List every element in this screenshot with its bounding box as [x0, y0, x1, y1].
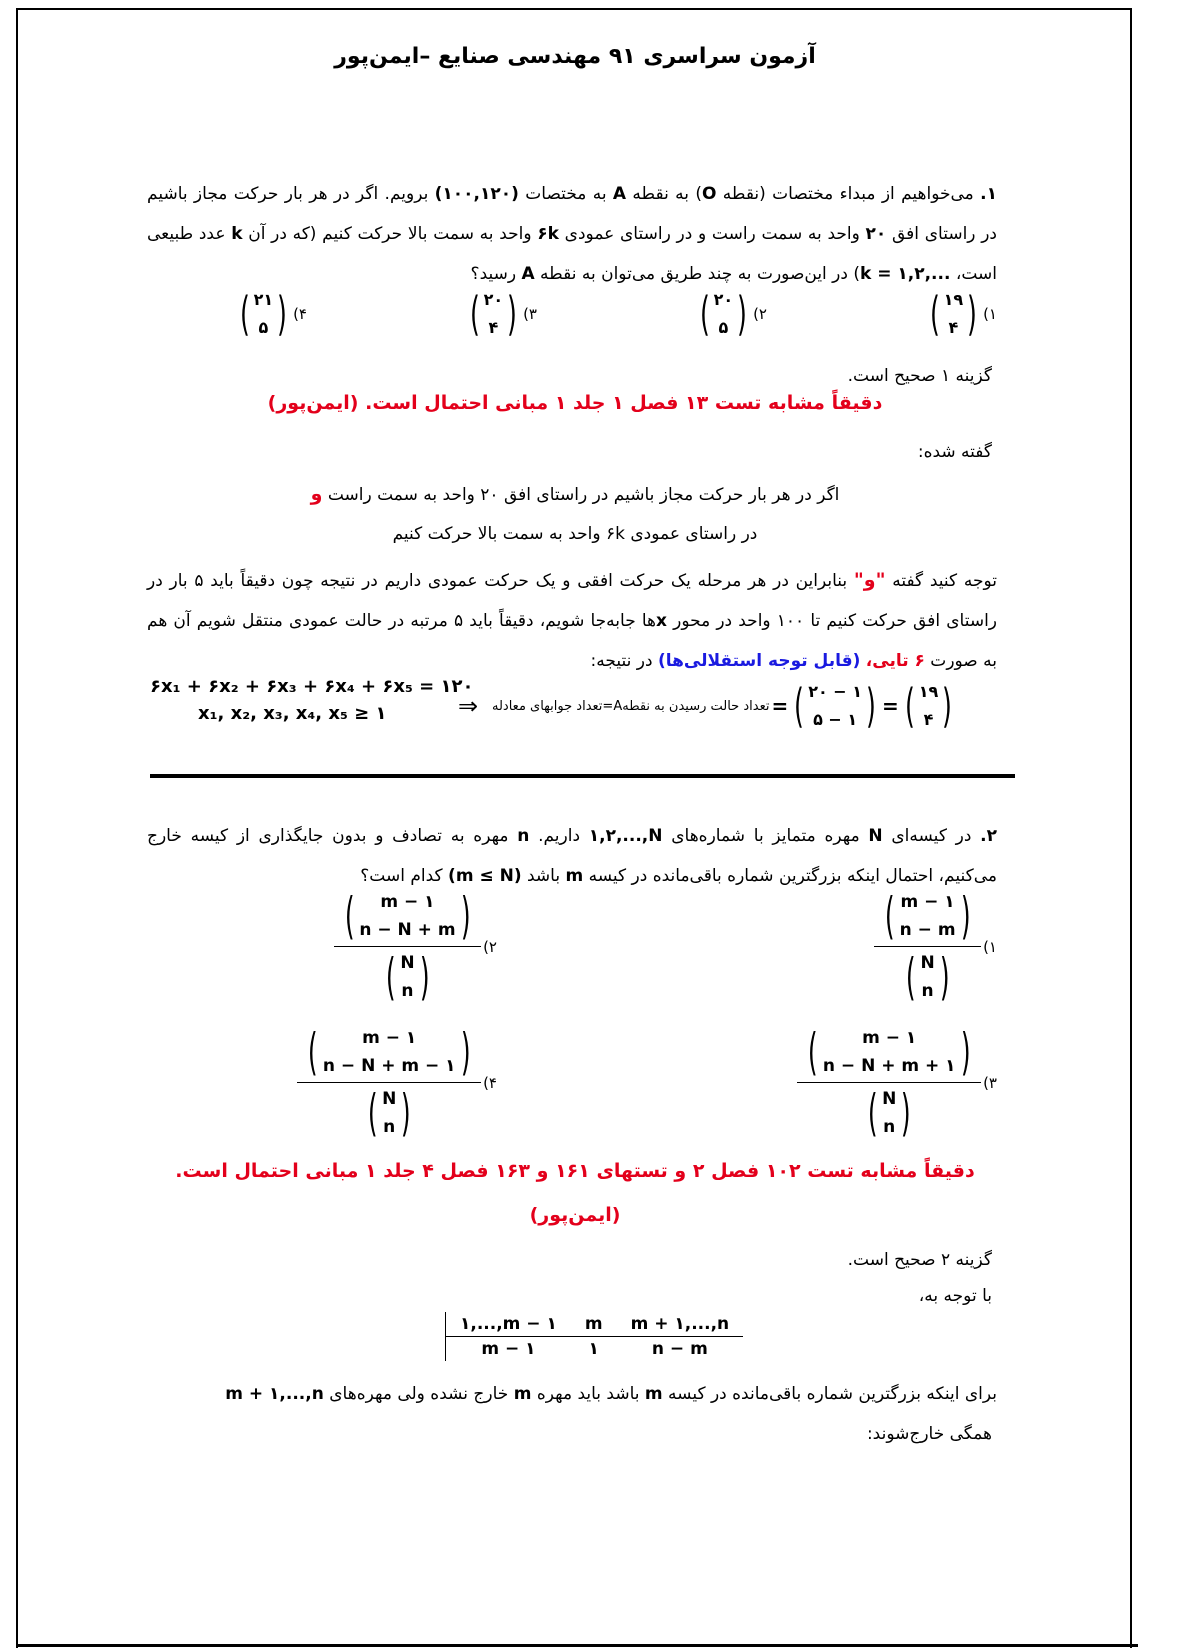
- option-label: (۲: [483, 937, 497, 956]
- q2-reference-line1: دقیقاً مشابه تست ۱۰۲ فصل ۲ و تستهای ۱۶۱ و ۱۶۳ فصل ۴ جلد ۱ مبانی احتمال است.: [175, 1160, 975, 1182]
- q2-option-1[interactable]: [874, 888, 997, 1005]
- option-label: (۱: [983, 937, 997, 956]
- den-top: N: [400, 953, 415, 973]
- binom-bottom: ۴: [948, 318, 959, 337]
- q1-note: توجه کنید گفته "و" بنابراین در هر مرحله یک حرکت افقی و یک حرکت عمودی داریم در نتیجه چون دقیقاً باید ۵ بار در راستای افق حرکت کنیم تا ۱۰۰ واحد در محور xها جابه‌جا شویم، دقیقاً باید ۵ مرتبه در حالت عمودی منتقل شویم آن هم به صورت ۶ تایی، (قابل توجه استقلالی‌ها) در نتیجه:: [147, 569, 998, 671]
- table-cell: n − m: [651, 1339, 708, 1359]
- q1-option-3[interactable]: [466, 286, 537, 342]
- table-cell: ۱,...,m − ۱: [460, 1314, 557, 1334]
- table-cell: ۱: [588, 1339, 599, 1359]
- option-label: (۴: [293, 305, 307, 323]
- q1-quote-line1: اگر در هر بار حرکت مجاز باشیم در راستای افق ۲۰ واحد به سمت راست و: [310, 483, 840, 505]
- num-bottom: n − m: [899, 920, 956, 940]
- q2-reference-line2: (ایمن‌پور): [529, 1204, 621, 1226]
- q1-count-result: تعداد حالت رسیدن به نقطهA=تعداد جوابهای معادله = ( ۲۰ − ۱ ۵ − ۱ ) = ( ۱۹ ۴ ): [492, 678, 956, 734]
- equation-line1: ۶x₁ + ۶x₂ + ۶x₃ + ۶x₄ + ۶x₅ = ۱۲۰: [150, 676, 474, 697]
- q2-option-4[interactable]: [297, 1024, 497, 1141]
- option-label: (۱: [983, 305, 997, 323]
- binom-top: ۲۰: [483, 290, 504, 309]
- q1-equation: [150, 676, 473, 724]
- fraction: ( m − ۱ n − N + m + ۱ ) ( N n ): [797, 1024, 981, 1141]
- den-top: N: [882, 1089, 897, 1109]
- q1-option-4[interactable]: [236, 286, 307, 342]
- binom-c1: ( ۲۰ − ۱ ۵ − ۱ ): [794, 679, 876, 733]
- binom: ( ۱۹ ۴ ): [929, 287, 978, 341]
- binom-c2: ( ۱۹ ۴ ): [904, 679, 953, 733]
- binom: ( ۲۰ ۵ ): [699, 287, 748, 341]
- den-bottom: n: [383, 1117, 396, 1137]
- binom-bottom: ۵: [718, 318, 729, 337]
- q1-option-1[interactable]: [926, 286, 997, 342]
- binom-top: ۲۰: [713, 290, 734, 309]
- fraction: ( m − ۱ n − m ) ( N n ): [874, 888, 981, 1005]
- q2-text: ۲. در کیسه‌ای N مهره متمایز با شماره‌های ۱,۲,...,N داریم. n مهره به تصادف و بدون جایگذاری از کیسه خارج می‌کنیم، احتمال اینکه بزرگترین شماره باقی‌مانده در کیسه m باشد (m ≤ N) کدام است؟: [147, 826, 997, 886]
- option-label: (۴: [483, 1073, 497, 1092]
- den-top: N: [382, 1089, 397, 1109]
- q2-explanation-end: همگی خارج‌شوند:: [866, 1424, 992, 1444]
- q1-text: ۱. می‌خواهیم از مبداء مختصات (نقطه O) به نقطه A به مختصات (۱۰۰,۱۲۰) برویم. اگر در هر بار حرکت مجاز باشیم در راستای افق ۲۰ واحد به سمت راست و در راستای عمودی ۶k واحد به سمت بالا حرکت کنیم (که در آن k عدد طبیعی است، k = ۱,۲,...) در این‌صورت به چند طریق می‌توان به نقطه A رسید؟: [147, 184, 997, 284]
- q2-option-2[interactable]: [334, 888, 497, 1005]
- num-top: m − ۱: [862, 1028, 917, 1048]
- implies-arrow: ⇒: [458, 692, 479, 720]
- q1-reference: دقیقاً مشابه تست ۱۳ فصل ۱ جلد ۱ مبانی احتمال است. (ایمن‌پور): [267, 392, 883, 414]
- binom-bottom: ۵: [258, 318, 269, 337]
- den-bottom: n: [883, 1117, 896, 1137]
- bottom-rule: [16, 1644, 1138, 1647]
- binom-bottom: ۴: [488, 318, 499, 337]
- option-label: (۲: [753, 305, 767, 323]
- q1-answer: گزینه ۱ صحیح است.: [847, 366, 992, 386]
- num-bottom: n − N + m: [359, 920, 456, 940]
- q1-option-2[interactable]: [696, 286, 767, 342]
- option-label: (۳: [983, 1073, 997, 1092]
- fraction: ( m − ۱ n − N + m ) ( N n ): [334, 888, 481, 1005]
- binom: ( ۲۱ ۵ ): [239, 287, 288, 341]
- table-cell: m: [584, 1314, 603, 1334]
- binom-top: ۱۹: [943, 290, 964, 309]
- table-cell: m − ۱: [481, 1339, 536, 1359]
- q2-given-label: با توجه به،: [918, 1286, 992, 1306]
- q2-option-3[interactable]: [797, 1024, 997, 1141]
- q2-answer: گزینه ۲ صحیح است.: [847, 1250, 992, 1270]
- q2-partition-table: [445, 1312, 743, 1361]
- equation-line2: x₁, x₂, x₃, x₄, x₅ ≥ ۱: [198, 703, 387, 724]
- num-top: m − ۱: [362, 1028, 417, 1048]
- count-label: تعداد حالت رسیدن به نقطهA=تعداد جوابهای معادله: [492, 698, 770, 714]
- den-bottom: n: [921, 981, 934, 1001]
- num-top: m − ۱: [900, 892, 955, 912]
- page-title: آزمون سراسری ۹۱ مهندسی صنایع –ایمن‌پور: [334, 44, 816, 69]
- num-bottom: n − N + m − ۱: [322, 1056, 456, 1076]
- den-top: N: [920, 953, 935, 973]
- num-top: m − ۱: [380, 892, 435, 912]
- binom-top: ۲۱: [253, 290, 274, 309]
- num-bottom: n − N + m + ۱: [822, 1056, 956, 1076]
- option-label: (۳: [523, 305, 537, 323]
- den-bottom: n: [401, 981, 414, 1001]
- q1-quote-line2: در راستای عمودی ۶k واحد به سمت بالا حرکت کنیم: [392, 524, 758, 544]
- table-cell: m + ۱,...,n: [630, 1314, 730, 1334]
- fraction: ( m − ۱ n − N + m − ۱ ) ( N n ): [297, 1024, 481, 1141]
- section-divider: [150, 774, 1015, 778]
- binom: ( ۲۰ ۴ ): [469, 287, 518, 341]
- q1-said-label: گفته شده:: [917, 442, 992, 462]
- q2-explanation: برای اینکه بزرگترین شماره باقی‌مانده در کیسه m باشد باید مهره m خارج نشده ولی مهره‌های m + ۱,...,n: [225, 1384, 997, 1404]
